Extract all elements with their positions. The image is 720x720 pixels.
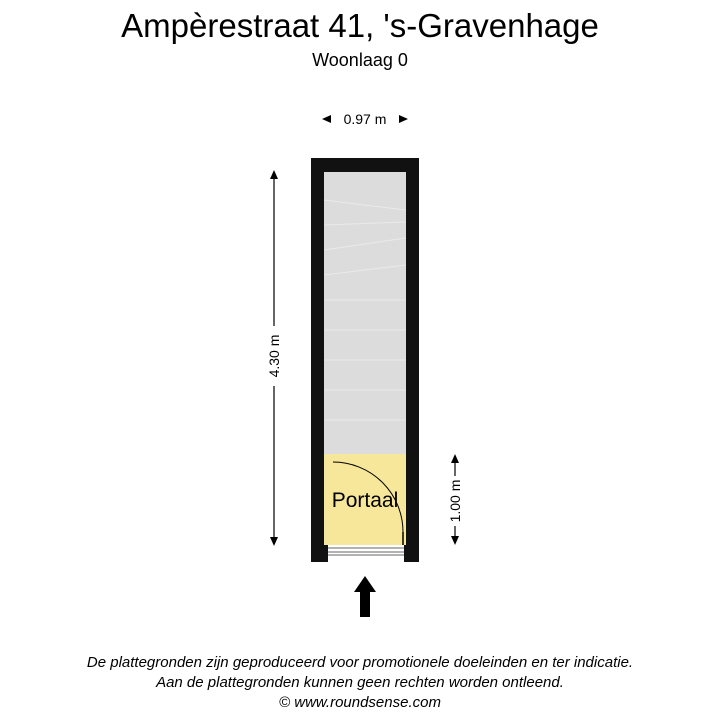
height-arrow-top xyxy=(270,170,278,179)
page-title: Ampèrestraat 41, 's-Gravenhage xyxy=(121,7,599,44)
copyright-line: © www.roundsense.com xyxy=(279,694,441,711)
portaal-dimension-label: 1.00 m xyxy=(447,479,463,523)
height-dimension-label: 4.30 m xyxy=(266,334,282,378)
stair-area xyxy=(324,172,406,454)
portaal-arrow-top xyxy=(451,454,459,463)
entrance-arrow-icon xyxy=(354,576,376,617)
floor-level-label: Woonlaag 0 xyxy=(312,50,408,70)
height-arrow-bottom xyxy=(270,537,278,546)
disclaimer-line-1: De plattegronden zijn geproduceerd voor promotionele doeleinden en ter indicatie. xyxy=(86,654,634,671)
portaal-depth-dimension xyxy=(446,454,466,545)
disclaimer-line-2: Aan de plattegronden kunnen geen rechten worden ontleend. xyxy=(156,674,564,691)
width-dimension xyxy=(322,111,408,127)
disclaimer xyxy=(0,653,720,713)
width-arrow-right xyxy=(399,115,408,123)
portaal-arrow-bottom xyxy=(451,536,459,545)
width-dimension-label: 0.97 m xyxy=(343,111,387,127)
room-label-portaal: Portaal xyxy=(331,489,399,512)
height-dimension xyxy=(264,170,284,546)
width-arrow-left xyxy=(322,115,331,123)
